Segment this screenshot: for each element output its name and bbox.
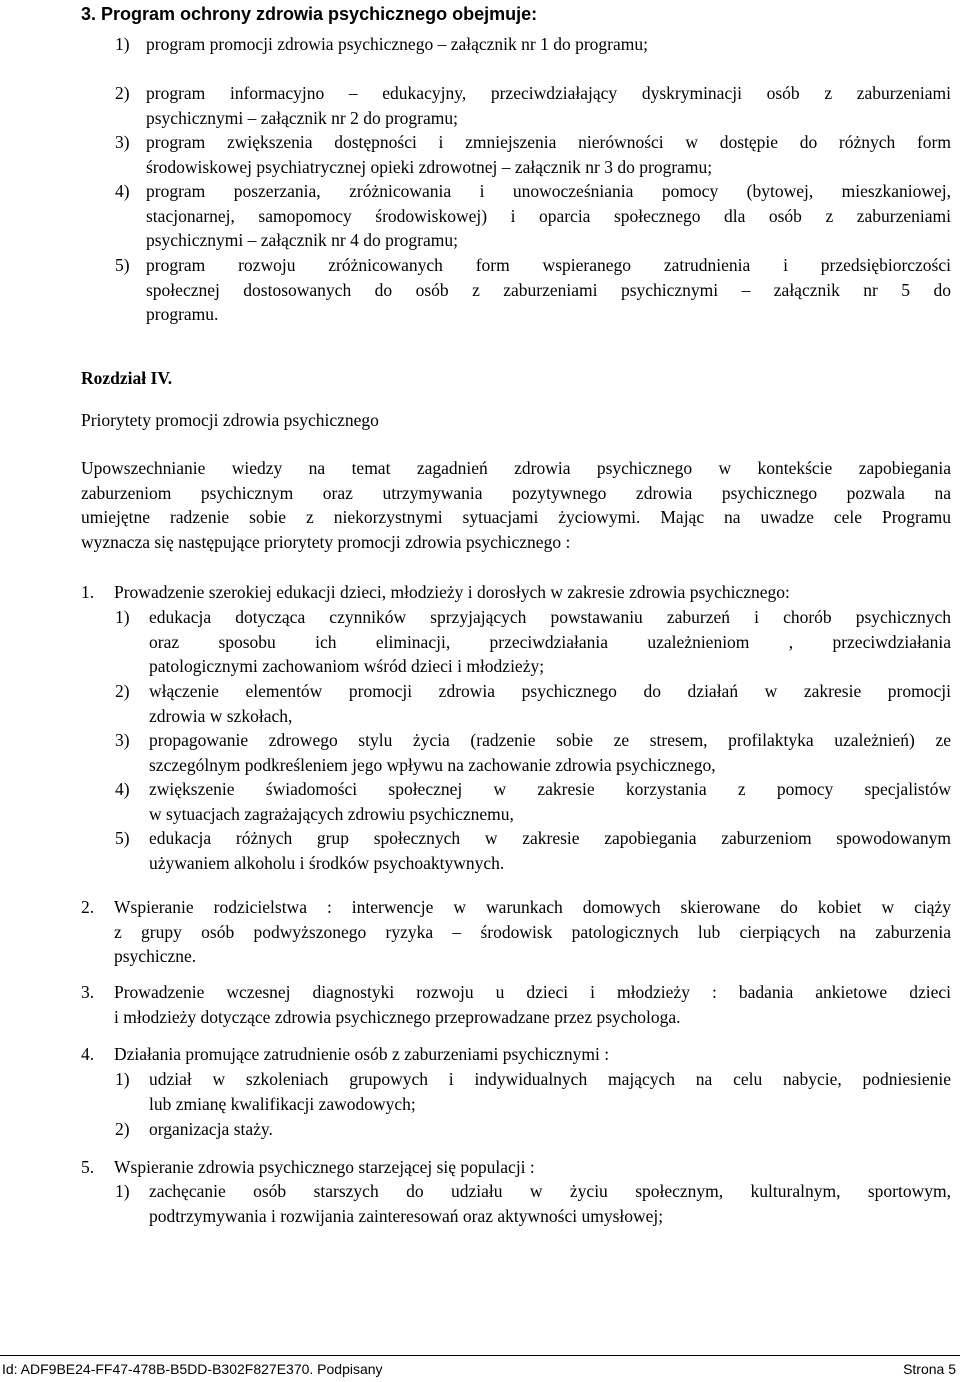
item-text	[114, 1042, 951, 1067]
item-number: 4)	[115, 181, 130, 201]
priority-item	[81, 580, 951, 605]
item-text	[149, 1067, 951, 1116]
priority-subitem	[115, 1067, 951, 1116]
text-line: środowiskowej psychiatrycznej opieki zdrowotnej – załącznik nr 3 do programu;	[146, 156, 713, 177]
text-line: edukacja dotycząca czynników sprzyjających powstawaniu zaburzeń i chorób psychicznych	[149, 607, 951, 627]
text-line: z grupy osób podwyższonego ryzyka – środowisk patologicznych lub cierpiących na zaburzenia	[114, 921, 951, 942]
text-line: umiejętne radzenie sobie z niekorzystnymi sytuacjami życiowymi. Mając na uwadze cele Programu	[81, 507, 951, 527]
section-heading: 3. Program ochrony zdrowia psychicznego obejmuje:	[81, 4, 538, 24]
text-line: Wspieranie zdrowia psychicznego starzejącej się populacji :	[114, 1157, 535, 1177]
text-line: program zwiększenia dostępności i zmniejszenia nierówności w dostępie do różnych form	[146, 132, 951, 152]
priority-subitem	[115, 728, 951, 777]
item-text	[146, 81, 951, 130]
item-number: 5)	[115, 255, 130, 275]
text-line: Wspieranie rodzicielstwa : interwencje w warunkach domowych skierowane do kobiet w ciąży	[114, 897, 951, 917]
text-line: zwiększenie świadomości społecznej w zakresie korzystania z pomocy specjalistów	[149, 779, 951, 799]
item-number: 1.	[81, 582, 95, 602]
document-id: Id: ADF9BE24-FF47-478B-B5DD-B302F827E370. Podpisany	[2, 1361, 383, 1377]
item-text	[146, 130, 951, 179]
text-line: stacjonarnej, samopomocy środowiskowej) i oparcia społecznego dla osób z zaburzeniami	[146, 205, 951, 226]
text-line: organizacja staży.	[149, 1119, 273, 1139]
text-line: psychiczne.	[114, 946, 197, 966]
chapter-label: Rozdział IV.	[81, 368, 173, 388]
item-text	[146, 32, 951, 57]
text-line: używaniem alkoholu i środków psychoaktywnych.	[149, 852, 505, 873]
text-line: psychicznymi – załącznik nr 4 do programu;	[146, 230, 458, 250]
priority-item	[81, 1155, 951, 1180]
text-line: wyznacza się następujące priorytety promocji zdrowia psychicznego :	[81, 531, 571, 552]
item-number: 3)	[115, 132, 130, 152]
text-line: Prowadzenie szerokiej edukacji dzieci, młodzieży i dorosłych w zakresie zdrowia psychicznego:	[114, 582, 790, 602]
text-line: programu.	[146, 304, 219, 324]
item-number: 1)	[115, 34, 130, 54]
chapter-title: Priorytety promocji zdrowia psychicznego	[81, 410, 379, 430]
priority-subitem	[115, 679, 951, 728]
text-line: podtrzymywania i rozwijania zainteresowań oraz aktywności umysłowej;	[149, 1205, 664, 1226]
text-line: edukacja różnych grup społecznych w zakresie zapobiegania zaburzeniom spowodowanym	[149, 828, 951, 848]
item-text	[149, 826, 951, 875]
text-line: włączenie elementów promocji zdrowia psychicznego do działań w zakresie promocji	[149, 681, 951, 701]
item-number: 2.	[81, 897, 95, 917]
text-line: Prowadzenie wczesnej diagnostyki rozwoju u dzieci i młodzieży : badania ankietowe dzieci	[114, 982, 951, 1002]
priority-item	[81, 980, 951, 1029]
footer-rule	[0, 1355, 960, 1356]
item-text	[146, 253, 951, 327]
item-number: 3.	[81, 982, 95, 1002]
item-text	[114, 1155, 951, 1180]
intro-paragraph	[81, 456, 951, 554]
text-line: oraz sposobu ich eliminacji, przeciwdziałania uzależnieniom , przeciwdziałania	[149, 631, 951, 652]
text-line: szczególnym podkreśleniem jego wpływu na zachowanie zdrowia psychicznego,	[149, 754, 716, 775]
item-text	[146, 179, 951, 253]
item-number: 2)	[115, 681, 130, 701]
priority-item	[81, 895, 951, 969]
item-text	[114, 580, 951, 605]
item-text	[149, 777, 951, 826]
item-text	[149, 1117, 951, 1142]
text-line: propagowanie zdrowego stylu życia (radzenie sobie ze stresem, profilaktyka uzależnień) ze	[149, 730, 951, 750]
item-number: 5)	[115, 828, 130, 848]
text-line: psychicznymi – załącznik nr 2 do programu;	[146, 107, 458, 128]
priority-subitem	[115, 777, 951, 826]
item-number: 1)	[115, 1069, 130, 1089]
item-number: 1)	[115, 1181, 130, 1201]
item-text	[149, 605, 951, 679]
text-line: program rozwoju zróżnicowanych form wspieranego zatrudnienia i przedsiębiorczości	[146, 255, 951, 275]
text-line: zaburzeniom psychicznym oraz utrzymywania pozytywnego zdrowia psychicznego pozwala na	[81, 482, 951, 503]
priority-subitem	[115, 605, 951, 679]
text-line: patologicznymi zachowaniom wśród dzieci i młodzieży;	[149, 656, 545, 676]
program-item	[115, 253, 951, 327]
text-line: i młodzieży dotyczące zdrowia psychicznego przeprowadzane przez psychologa.	[114, 1006, 681, 1027]
text-line: program poszerzania, zróżnicowania i unowocześniania pomocy (bytowej, mieszkaniowej,	[146, 181, 951, 201]
text-line: program informacyjno – edukacyjny, przeciwdziałający dyskryminacji osób z zaburzeniami	[146, 83, 951, 103]
program-item	[115, 81, 951, 130]
text-line: udział w szkoleniach grupowych i indywidualnych mających na celu nabycie, podniesienie	[149, 1069, 951, 1089]
page-number: Strona 5	[903, 1361, 956, 1377]
text-line: społecznej dostosowanych do osób z zaburzeniami psychicznymi – załącznik nr 5 do	[146, 279, 951, 300]
text-line: Upowszechnianie wiedzy na temat zagadnień zdrowia psychicznego w kontekście zapobiegania	[81, 458, 951, 478]
item-text	[149, 679, 951, 728]
text-line: Działania promujące zatrudnienie osób z zaburzeniami psychicznymi :	[114, 1044, 610, 1064]
text-line: program promocji zdrowia psychicznego – załącznik nr 1 do programu;	[146, 34, 648, 54]
item-text	[114, 895, 951, 969]
item-number: 2)	[115, 83, 130, 103]
item-text	[114, 980, 951, 1029]
item-number: 3)	[115, 730, 130, 750]
priority-subitem	[115, 1117, 951, 1142]
item-number: 4.	[81, 1044, 95, 1064]
program-item	[115, 32, 951, 57]
text-line: lub zmianę kwalifikacji zawodowych;	[149, 1093, 416, 1114]
item-number: 2)	[115, 1119, 130, 1139]
item-text	[149, 728, 951, 777]
text-line: zdrowia w szkołach,	[149, 705, 293, 726]
item-number: 5.	[81, 1157, 95, 1177]
text-line: w sytuacjach zagrażających zdrowiu psychicznemu,	[149, 803, 514, 824]
priority-subitem	[115, 1179, 951, 1228]
priority-item	[81, 1042, 951, 1067]
item-number: 1)	[115, 607, 130, 627]
item-number: 4)	[115, 779, 130, 799]
priority-subitem	[115, 826, 951, 875]
program-item	[115, 130, 951, 179]
text-line: zachęcanie osób starszych do udziału w życiu społecznym, kulturalnym, sportowym,	[149, 1181, 951, 1201]
program-item	[115, 179, 951, 253]
item-text	[149, 1179, 951, 1228]
